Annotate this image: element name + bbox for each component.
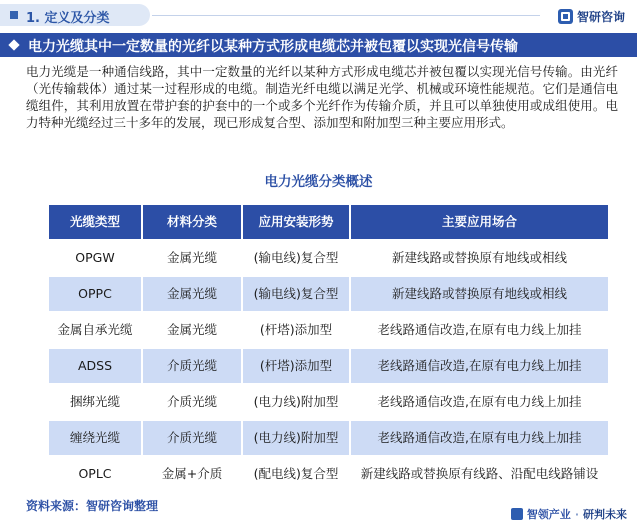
footer-slogan-b: 研判未来 <box>583 508 627 521</box>
table-cell: 介质光缆 <box>142 384 242 420</box>
footer-logo-icon <box>511 508 523 520</box>
classification-table <box>47 203 610 493</box>
table-cell: (电力线)附加型 <box>242 384 350 420</box>
footer-separator: · <box>574 507 579 521</box>
table-cell: 金属+介质 <box>142 456 242 492</box>
table-cell: 介质光缆 <box>142 348 242 384</box>
table-cell: (配电线)复合型 <box>242 456 350 492</box>
title-banner <box>0 33 637 57</box>
header-cell: 材料分类 <box>142 204 242 240</box>
table-cell: 老线路通信改造,在原有电力线上加挂 <box>350 348 609 384</box>
section-square-icon <box>10 11 18 19</box>
table-cell: (杆塔)添加型 <box>242 348 350 384</box>
table-cell: OPPC <box>48 276 142 312</box>
table-cell: (输电线)复合型 <box>242 240 350 276</box>
source-note: 资料来源：智研咨询整理 <box>26 499 159 513</box>
table-cell: 新建线路或替换原有地线或相线 <box>350 240 609 276</box>
footer-slogan-a: 智领产业 <box>526 508 571 521</box>
table-cell: ADSS <box>48 348 142 384</box>
section-label: 1. 定义及分类 <box>26 11 110 26</box>
table-cell: (杆塔)添加型 <box>242 312 350 348</box>
table-cell: 老线路通信改造,在原有电力线上加挂 <box>350 420 609 456</box>
table-cell: 金属光缆 <box>142 240 242 276</box>
table-row <box>48 348 609 384</box>
brand-logo-icon <box>558 9 573 24</box>
table-cell: 金属光缆 <box>142 276 242 312</box>
header-cell: 光缆类型 <box>48 204 142 240</box>
diamond-icon <box>8 39 19 50</box>
table-cell: 金属光缆 <box>142 312 242 348</box>
table-header-row <box>48 204 609 240</box>
table-cell: 新建线路或替换原有地线或相线 <box>350 276 609 312</box>
top-bar <box>0 0 637 30</box>
table-row <box>48 312 609 348</box>
table-cell: 老线路通信改造,在原有电力线上加挂 <box>350 312 609 348</box>
section-chip <box>0 4 150 26</box>
footer-brand <box>511 506 627 522</box>
table-cell: (输电线)复合型 <box>242 276 350 312</box>
table-cell: 老线路通信改造,在原有电力线上加挂 <box>350 384 609 420</box>
brand <box>558 7 625 25</box>
table-title: 电力光缆分类概述 <box>264 174 373 190</box>
table-row <box>48 420 609 456</box>
table-cell: OPLC <box>48 456 142 492</box>
table-cell: 捆绑光缆 <box>48 384 142 420</box>
table-cell: OPGW <box>48 240 142 276</box>
table-cell: 金属自承光缆 <box>48 312 142 348</box>
table-row <box>48 276 609 312</box>
banner-title: 电力光缆其中一定数量的光纤以某种方式形成电缆芯并被包覆以实现光信号传输 <box>28 39 518 55</box>
table-cell: (电力线)附加型 <box>242 420 350 456</box>
header-cell: 主要应用场合 <box>350 204 609 240</box>
table-row <box>48 240 609 276</box>
table-row <box>48 384 609 420</box>
table-cell: 新建线路或替换原有线路、沿配电线路铺设 <box>350 456 609 492</box>
table-cell: 缠绕光缆 <box>48 420 142 456</box>
divider-line <box>152 15 540 16</box>
brand-name: 智研咨询 <box>576 9 625 24</box>
intro-paragraph: 电力光缆是一种通信线路，其中一定数量的光纤以某种方式形成电缆芯并被包覆以实现光信号传输。由光纤（光传输载体）通过某一过程形成的电缆。制造光纤电缆以满足光学、机械或环境性能规范。它们是通信电缆组件，其利用放置在带护套的护套中的一个或多个光纤作为传输介质，并且可以单独使用或成组使用。电力特种光缆经过三十多年的发展，现已形成复合型、添加型和附加型三种主要应用形式。 <box>26 64 618 130</box>
table-cell: 介质光缆 <box>142 420 242 456</box>
table-row <box>48 456 609 492</box>
header-cell: 应用安装形势 <box>242 204 350 240</box>
